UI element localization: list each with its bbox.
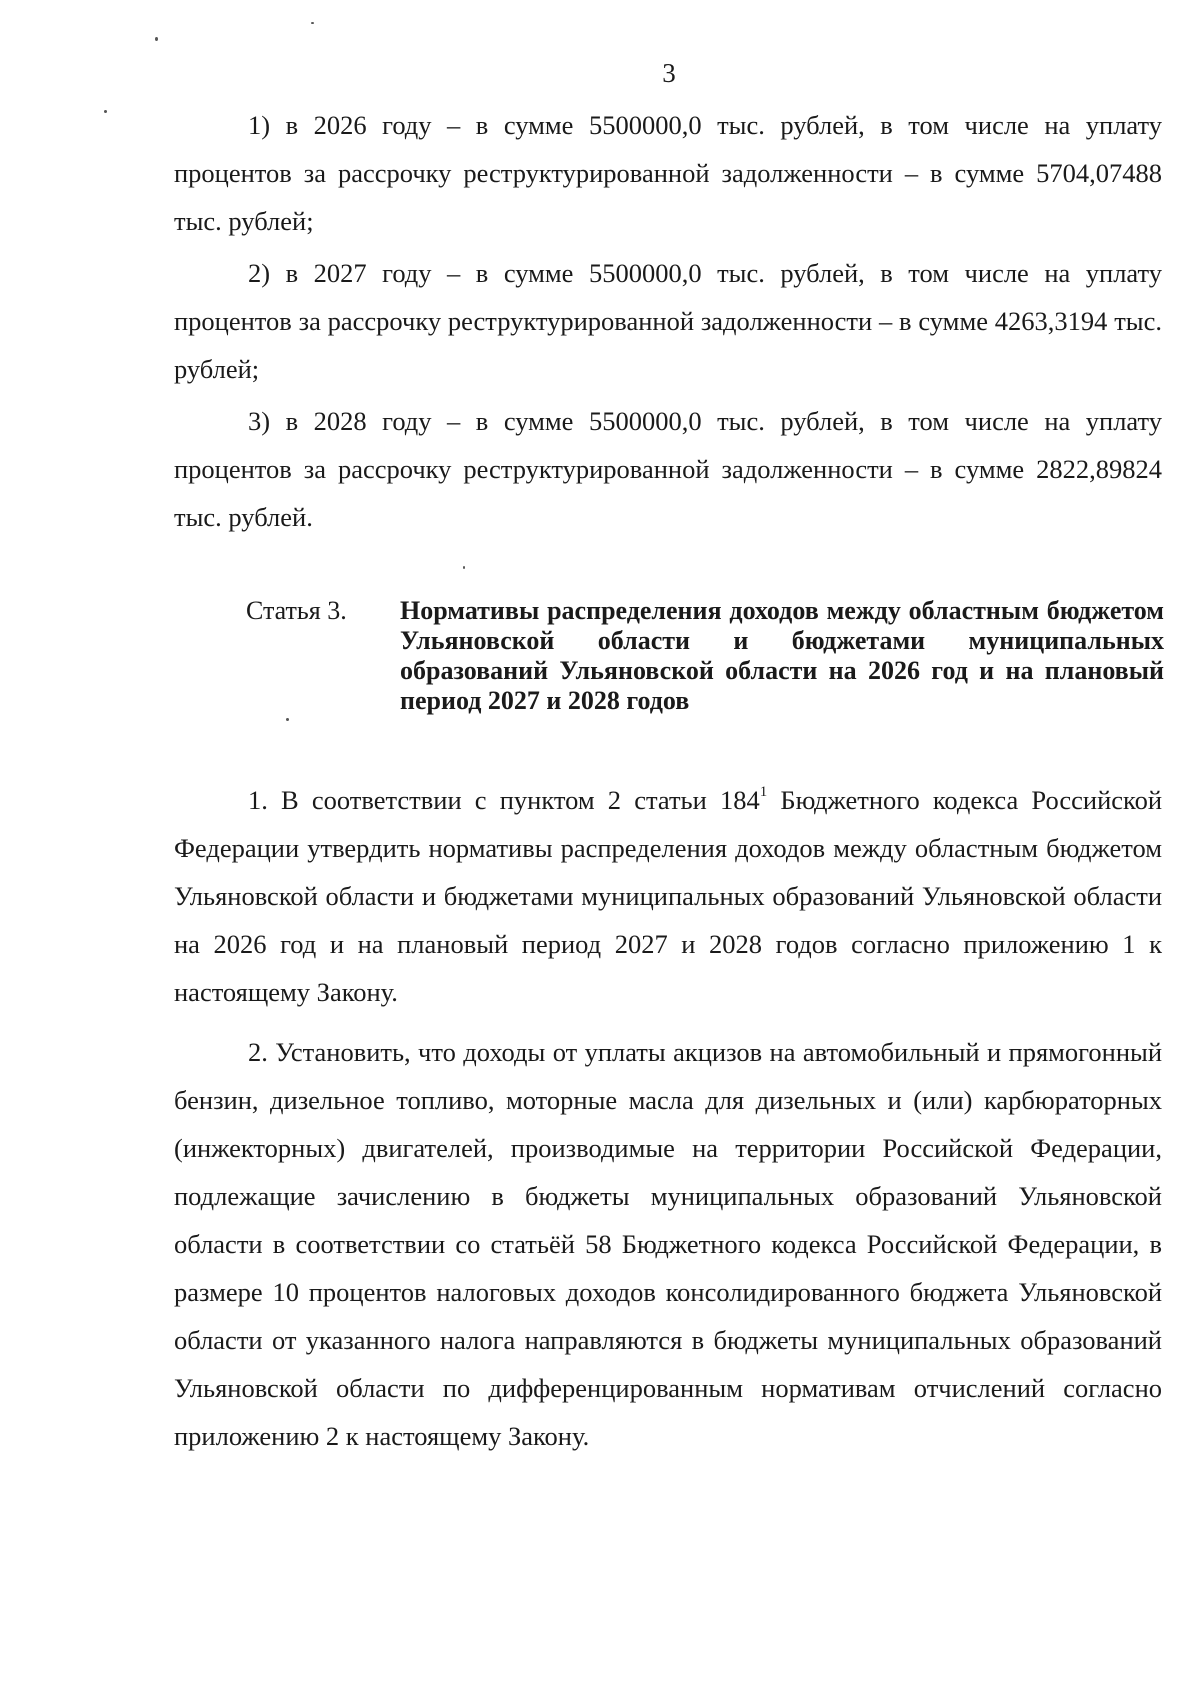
paragraph-2027: 2) в 2027 году – в сумме 5500000,0 тыс. рублей, в том числе на уплату процентов за рассрочку реструктурированной задолженности – в сумме 4263,3194 тыс. рублей; bbox=[174, 258, 1162, 384]
page-number: 3 bbox=[662, 58, 676, 88]
article-number: Статья 3. bbox=[246, 596, 347, 625]
scan-speck bbox=[311, 22, 314, 24]
paragraph-2028: 3) в 2028 году – в сумме 5500000,0 тыс. рублей, в том числе на уплату процентов за рассрочку реструктурированной задолженности – в сумме 2822,89824 тыс. рублей. bbox=[174, 406, 1162, 532]
clause-1-superscript: 1 bbox=[759, 784, 768, 800]
scan-speck bbox=[104, 110, 107, 113]
scan-speck bbox=[155, 37, 158, 41]
clause-1-text-end: Бюджетного кодекса Российской Федерации утвердить нормативы распределения доходов между областным бюджетом Ульяновской области и бюджетами муниципальных образований Ульяновской области на 2026 год и на плановый период 2027 и 2028 годов согласно приложению 1 к настоящему Закону. bbox=[174, 785, 1162, 1007]
article-title: Нормативы распределения доходов между областным бюджетом Ульяновской области и бюджетами муниципальных образований Ульяновской области на 2026 год и на плановый период 2027 и 2028 годов bbox=[400, 596, 1164, 715]
clause-2: 2. Установить, что доходы от уплаты акцизов на автомобильный и прямогонный бензин, дизельное топливо, моторные масла для дизельных и (или) карбюраторных (инжекторных) двигателей, производимые на территории Российской Федерации, подлежащие зачислению в бюджеты муниципальных образований Ульяновской области в соответствии со статьёй 58 Бюджетного кодекса Российской Федерации, в размере 10 процентов налоговых доходов консолидированного бюджета Ульяновской области от указанного налога направляются в бюджеты муниципальных образований Ульяновской области по дифференцированным нормативам отчислений согласно приложению 2 к настоящему Закону. bbox=[174, 1037, 1162, 1451]
clause-1 bbox=[174, 776, 1162, 1016]
paragraph-2026: 1) в 2026 году – в сумме 5500000,0 тыс. рублей, в том числе на уплату процентов за рассрочку реструктурированной задолженности – в сумме 5704,07488 тыс. рублей; bbox=[174, 110, 1162, 236]
scan-speck bbox=[286, 718, 289, 721]
clause-1-text-start: 1. В соответствии с пунктом 2 статьи 184 bbox=[248, 785, 760, 815]
scan-speck bbox=[463, 566, 465, 569]
